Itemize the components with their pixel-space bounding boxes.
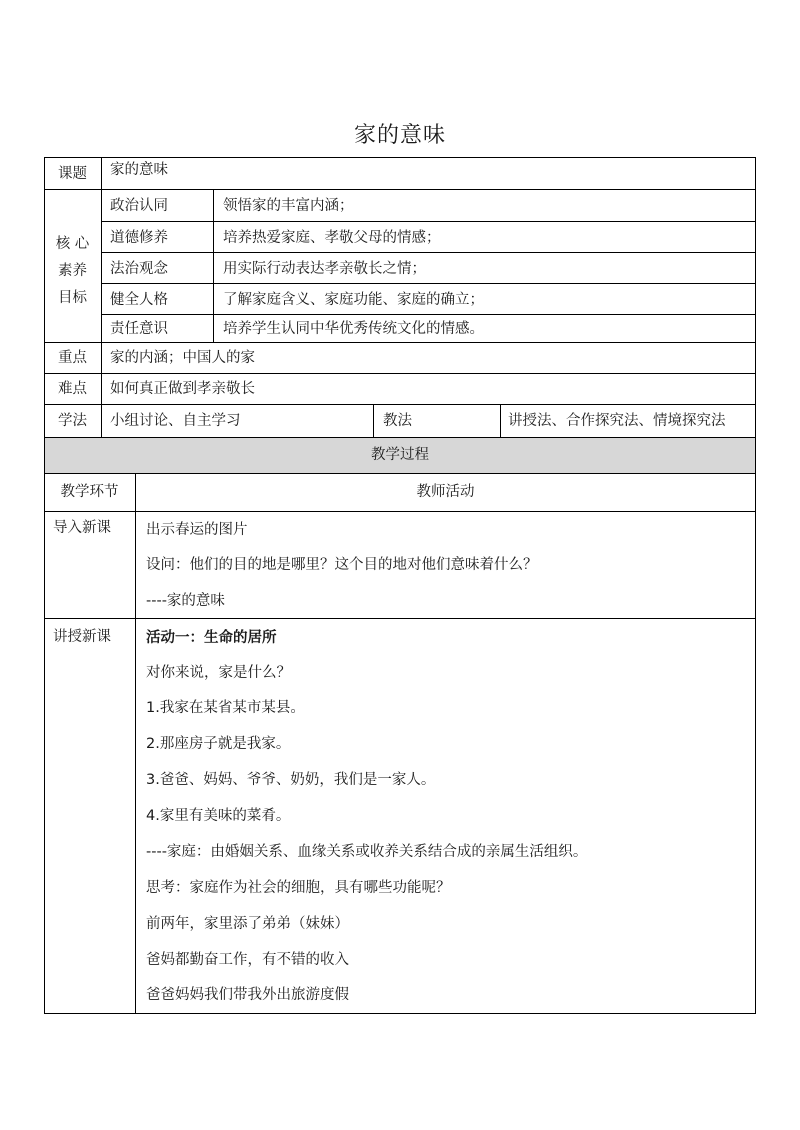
table-rule (101, 283, 756, 284)
core-label-line: 素养 (58, 263, 87, 279)
table-rule (44, 189, 756, 190)
intro-label: 导入新课 (53, 520, 111, 536)
teach-method-value: 讲授法、合作探究法、情境探究法 (508, 413, 726, 429)
lecture-line: 对你来说，家是什么？ (146, 665, 291, 681)
table-rule (135, 473, 136, 1013)
table-rule (44, 157, 756, 158)
core-item-name: 法治观念 (110, 261, 168, 277)
table-rule (44, 342, 756, 343)
activity-column-header: 教师活动 (416, 484, 475, 500)
lecture-line: 3.爸爸、妈妈、爷爷、奶奶，我们是一家人。 (146, 772, 436, 788)
page-title: 家的意味 (353, 123, 446, 148)
table-rule (755, 157, 756, 1014)
table-rule (101, 314, 756, 315)
core-item-name: 责任意识 (110, 321, 168, 337)
table-rule (44, 511, 756, 512)
lecture-line: 4.家里有美味的菜肴。 (146, 808, 291, 824)
core-item-desc: 培养热爱家庭、孝敬父母的情感； (223, 230, 441, 246)
lecture-line: 爸妈都勤奋工作，有不错的收入 (146, 952, 349, 968)
topic-value: 家的意味 (110, 162, 168, 178)
intro-line: ----家的意味 (146, 593, 225, 609)
table-rule (44, 437, 756, 438)
lecture-line: ----家庭：由婚姻关系、血缘关系或收养关系结合成的亲属生活组织。 (146, 844, 588, 860)
core-item-name: 政治认同 (110, 198, 168, 214)
key-point-label: 重点 (58, 350, 87, 366)
table-rule (44, 404, 756, 405)
table-rule (373, 404, 374, 437)
table-rule (500, 404, 501, 437)
topic-label: 课题 (58, 166, 87, 182)
table-rule (101, 221, 756, 222)
intro-line: 设问：他们的目的地是哪里？这个目的地对他们意味着什么？ (146, 557, 538, 573)
lecture-line: 思考：家庭作为社会的细胞，具有哪些功能呢？ (146, 880, 451, 896)
table-rule (213, 189, 214, 342)
study-method-value: 小组讨论、自主学习 (110, 413, 241, 429)
lecture-label: 讲授新课 (53, 629, 111, 645)
lecture-line: 爸爸妈妈我们带我外出旅游度假 (146, 987, 349, 1003)
intro-line: 出示春运的图片 (146, 522, 248, 538)
key-point-value: 家的内涵；中国人的家 (110, 350, 255, 366)
table-rule (44, 373, 756, 374)
table-rule (44, 618, 756, 619)
process-header: 教学过程 (371, 447, 429, 463)
core-label-line: 核 心 (55, 236, 90, 252)
lecture-line: 前两年，家里添了弟弟（妹妹） (146, 916, 349, 932)
stage-column-header: 教学环节 (60, 484, 119, 500)
lecture-line: 1.我家在某省某市某县。 (146, 700, 305, 716)
table-rule (44, 1013, 756, 1014)
table-rule (44, 157, 45, 1014)
table-rule (101, 157, 102, 437)
core-item-name: 道德修养 (110, 230, 168, 246)
core-item-desc: 用实际行动表达孝亲敬长之情； (223, 261, 426, 277)
difficulty-label: 难点 (58, 381, 87, 397)
table-rule (101, 252, 756, 253)
teach-method-label: 教法 (383, 413, 412, 429)
lecture-heading: 活动一：生命的居所 (146, 630, 277, 646)
core-item-desc: 了解家庭含义、家庭功能、家庭的确立； (223, 292, 484, 308)
table-rule (44, 473, 756, 474)
difficulty-value: 如何真正做到孝亲敬长 (110, 381, 255, 397)
core-item-desc: 领悟家的丰富内涵； (223, 198, 354, 214)
study-method-label: 学法 (58, 413, 87, 429)
core-item-desc: 培养学生认同中华优秀传统文化的情感。 (223, 321, 484, 337)
core-item-name: 健全人格 (110, 292, 168, 308)
lecture-line: 2.那座房子就是我家。 (146, 736, 291, 752)
core-label-line: 目标 (58, 290, 87, 306)
